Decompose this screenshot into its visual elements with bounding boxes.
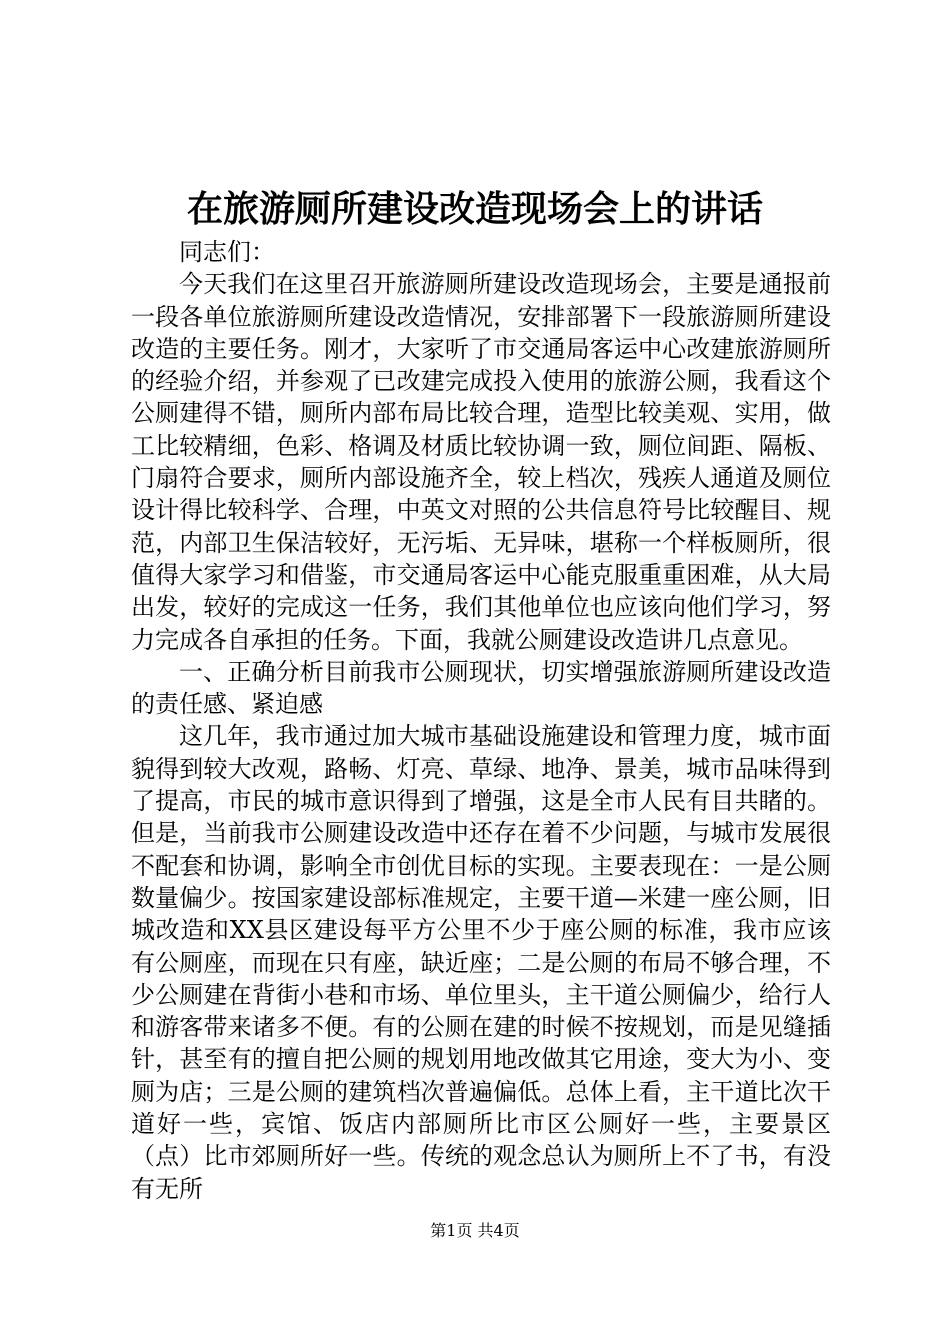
page-number-footer: 第1页 共4页 [430,1221,520,1240]
document-body [131,236,831,1205]
document-title: 在旅游厕所建设改造现场会上的讲话 [186,188,763,230]
section-heading: 一、正确分析目前我市公厕现状，切实增强旅游厕所建设改造的责任感、紧迫感 [131,657,831,719]
salutation: 同志们： [179,238,275,266]
body-paragraph: 今天我们在这里召开旅游厕所建设改造现场会，主要是通报前一段各单位旅游厕所建设改造情况，安排部署下一段旅游厕所建设改造的主要任务。刚才，大家听了市交通局客运中心改建旅游厕所的经验介绍，并参观了已改建完成投入使用的旅游公厕，我看这个公厕建得不错，厕所内部布局比较合理，造型比较美观、实用，做工比较精细，色彩、格调及材质比较协调一致，厕位间距、隔板、门扇符合要求，厕所内部设施齐全，较上档次，残疾人通道及厕位设计得比较科学、合理，中英文对照的公共信息符号比较醒目、规范，内部卫生保洁较好，无污垢、无异味，堪称一个样板厕所，很值得大家学习和借鉴，市交通局客运中心能克服重重困难，从大局出发，较好的完成这一任务，我们其他单位也应该向他们学习，努力完成各自承担的任务。下面，我就公厕建设改造讲几点意见。 [131,270,831,654]
body-paragraph: 这几年，我市通过加大城市基础设施建设和管理力度，城市面貌得到较大改观，路畅、灯亮、草绿、地净、景美，城市品味得到了提高，市民的城市意识得到了增强，这是全市人民有目共睹的。但是，当前我市公厕建设改造中还存在着不少问题，与城市发展很不配套和协调，影响全市创优目标的实现。主要表现在：一是公厕数量偏少。按国家建设部标准规定，主要干道—米建一座公厕，旧城改造和XX县区建设每平方公里不少于座公厕的标准，我市应该有公厕座，而现在只有座，缺近座；二是公厕的布局不够合理，不少公厕建在背街小巷和市场、单位里头，主干道公厕偏少，给行人和游客带来诸多不便。有的公厕在建的时候不按规划，而是见缝插针，甚至有的擅自把公厕的规划用地改做其它用途，变大为小、变厕为店；三是公厕的建筑档次普遍偏低。总体上看，主干道比次干道好一些，宾馆、饭店内部厕所比市区公厕好一些，主要景区（点）比市郊厕所好一些。传统的观念总认为厕所上不了书，有没有无所 [131,722,831,1203]
